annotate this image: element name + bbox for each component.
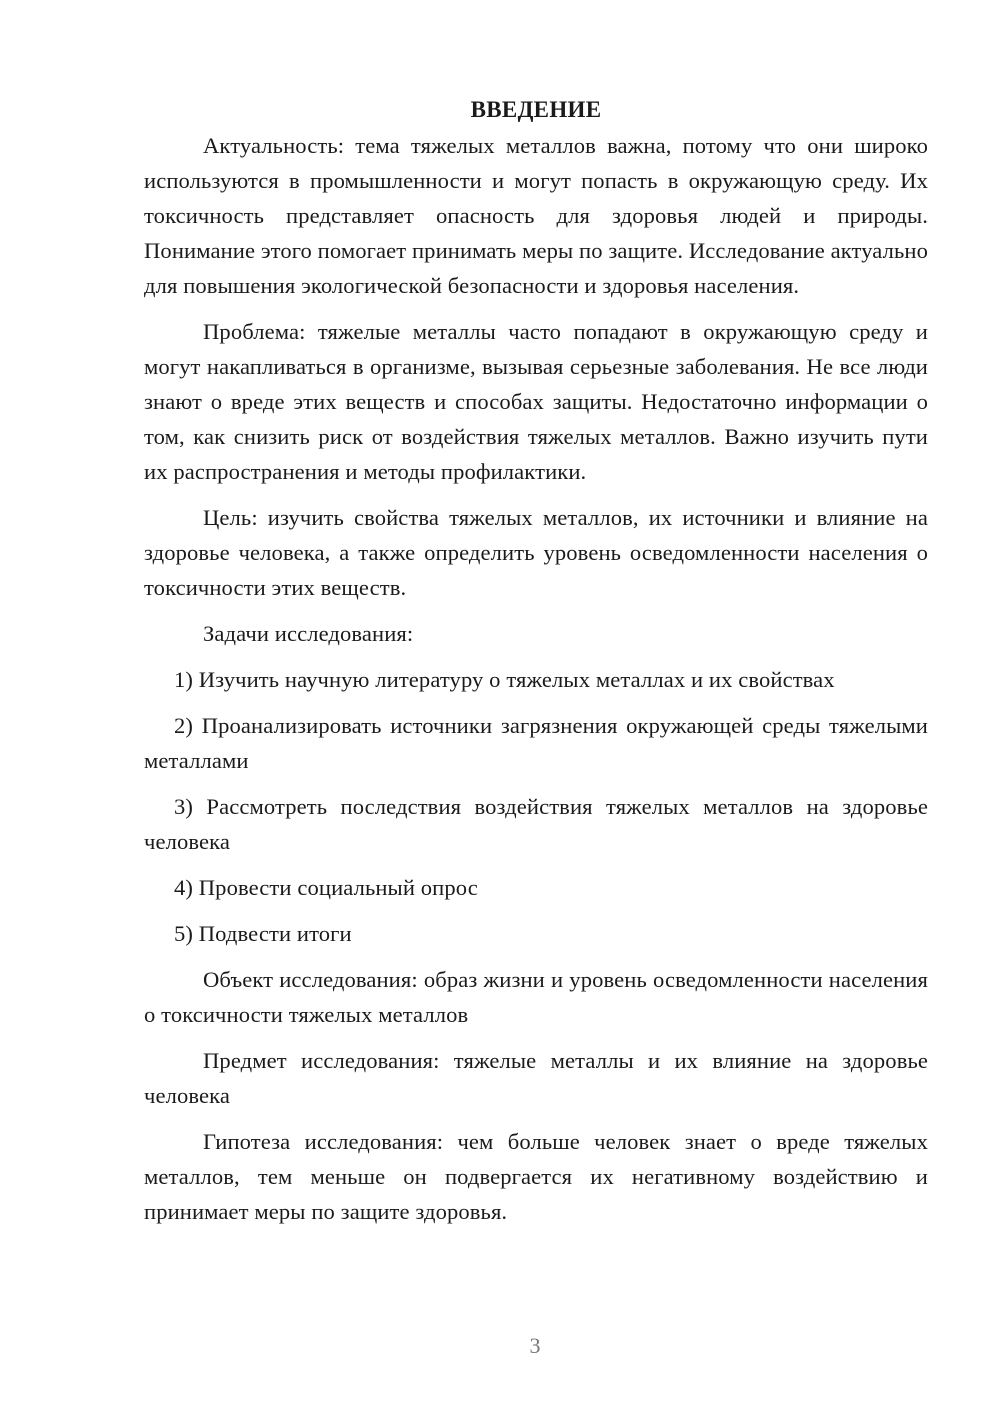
page-title: ВВЕДЕНИЕ xyxy=(470,97,602,122)
page-number: 3 xyxy=(529,1333,541,1358)
task-item: 1) Изучить научную литературу о тяжелых металлах и их свойствах xyxy=(174,667,835,692)
task-item: 5) Подвести итоги xyxy=(174,921,352,946)
paragraph-relevance: Актуальность: тема тяжелых металлов важна, потому что они широко используются в промышленности и могут попасть в окружающую среду. Их токсичность представляет опасность для здоровья людей и природы. Понимание этого помогает принимать меры по защите. Исследование актуально для повышения экологической безопасности и здоровья населения. xyxy=(144,133,928,298)
paragraph-goal: Цель: изучить свойства тяжелых металлов, их источники и влияние на здоровье человека, а также определить уровень осведомленности населения о токсичности этих веществ. xyxy=(144,505,928,600)
paragraph-object: Объект исследования: образ жизни и уровень осведомленности населения о токсичности тяжелых металлов xyxy=(144,967,928,1027)
paragraph-hypothesis: Гипотеза исследования: чем больше человек знает о вреде тяжелых металлов, тем меньше он подвергается их негативному воздействию и принимает меры по защите здоровья. xyxy=(144,1129,928,1224)
document-page xyxy=(144,92,928,1240)
task-item: 3) Рассмотреть последствия воздействия тяжелых металлов на здоровье человека xyxy=(144,794,928,854)
paragraph-problem: Проблема: тяжелые металлы часто попадают в окружающую среду и могут накапливаться в организме, вызывая серьезные заболевания. Не все люди знают о вреде этих веществ и способах защиты. Недостаточно информации о том, как снизить риск от воздействия тяжелых металлов. Важно изучить пути их распространения и методы профилактики. xyxy=(144,319,928,484)
paragraph-subject: Предмет исследования: тяжелые металлы и их влияние на здоровье человека xyxy=(144,1048,928,1108)
task-item: 2) Проанализировать источники загрязнения окружающей среды тяжелыми металлами xyxy=(144,713,928,773)
task-item: 4) Провести социальный опрос xyxy=(174,875,478,900)
paragraph-tasks-heading: Задачи исследования: xyxy=(203,621,414,646)
